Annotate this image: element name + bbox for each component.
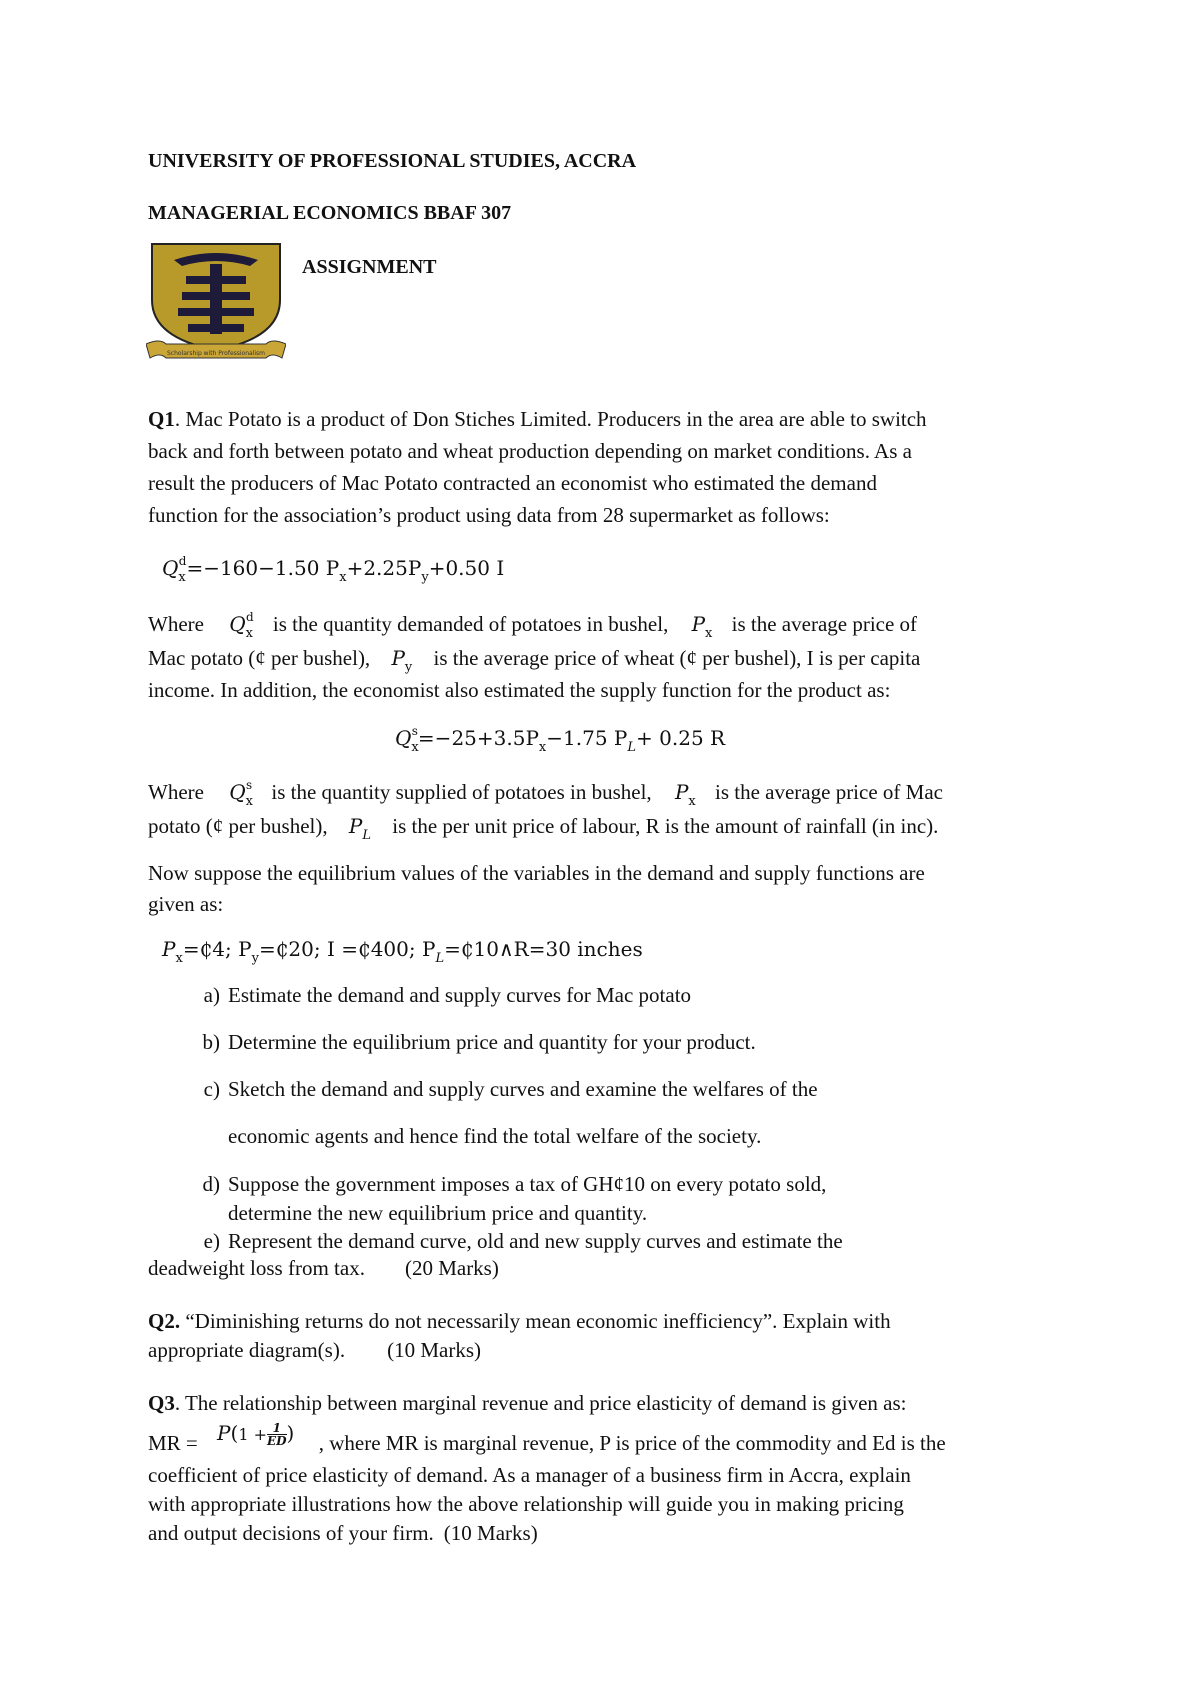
q1-label: Q1 [148,407,175,431]
supply-where-line-1: Where $Q_x^s$ is the quantity supplied of potatoes in bushel, $P_x$ is the average price of Mac [148,778,943,809]
q3-line-4: with appropriate illustrations how the above relationship will guide you in making pricing [148,1492,904,1516]
q3-marks: (10 Marks) [443,1521,538,1545]
document-type: ASSIGNMENT [302,256,437,278]
q1-intro-line-3: result the producers of Mac Potato contracted an economist who estimated the demand [148,471,877,495]
q1-item-d-cont: determine the new equilibrium price and quantity. [228,1201,648,1225]
supply-equation: $Q_x^s=-25+3.5P_x-1.75$ $P_L+ 0.25$ R [395,724,726,755]
q3-line-5: and output decisions of your firm. (10 Marks) [148,1521,538,1545]
q1-intro-line-4: function for the association’s product using data from 28 supermarket as follows: [148,503,830,527]
q1-intro-line-2: back and forth between potato and wheat production depending on market conditions. As a [148,439,912,463]
q2-line-1: Q2. “Diminishing returns do not necessarily mean economic inefficiency”. Explain with [148,1309,891,1333]
supply-where-line-2: potato (¢ per bushel), $P_L$ is the per unit price of labour, R is the amount of rainfall (in inc). [148,814,939,843]
university-title: UNIVERSITY OF PROFESSIONAL STUDIES, ACCRA [148,150,637,172]
course-title: MANAGERIAL ECONOMICS BBAF 307 [148,202,512,224]
q2-label: Q2. [148,1309,181,1333]
crest-motto: Scholarship with Professionalism [166,350,266,357]
q3-label: Q3 [148,1391,175,1415]
equilibrium-values-equation: $P_x=₵4$; $P_y=₵20$; I =₵400; $P_L=₵10\wedge R=30$ inches [162,937,643,966]
q1-last-line: deadweight loss from tax. (20 Marks) [148,1256,499,1280]
q3-line-2: MR = P(1 + $\frac{1}{ED}$ ) , where MR is marginal revenue, P is price of the commodity and Ed is the [148,1421,946,1455]
q2-line-2: appropriate diagram(s). (10 Marks) [148,1338,481,1362]
q2-marks: (10 Marks) [387,1338,481,1362]
q1-item-b: b) Determine the equilibrium price and quantity for your product. [202,1030,756,1054]
demand-where-line-3: income. In addition, the economist also estimated the supply function for the product as: [148,678,891,702]
q1-item-a: a) Estimate the demand and supply curves for Mac potato [203,983,692,1007]
university-crest-logo [146,240,286,368]
q1-item-c: c) Sketch the demand and supply curves and examine the welfares of the [203,1077,818,1101]
demand-where-line-2: Mac potato (¢ per bushel), $P_y$ is the average price of wheat (¢ per bushel), I is per capita [148,646,921,675]
q3-line-1: Q3. The relationship between marginal revenue and price elasticity of demand is given as: [148,1391,907,1415]
equilibrium-line-1: Now suppose the equilibrium values of the variables in the demand and supply functions are [148,861,925,885]
demand-equation: $Q_x^d=-160-1.50$ $P_x+2.25P_y+0.50$ I [162,554,505,585]
equilibrium-line-2: given as: [148,892,224,916]
q1-marks: (20 Marks) [404,1256,499,1280]
mr-formula: P(1 + $\frac{1}{ED}$ ) [217,1421,301,1448]
q1-item-d: d) Suppose the government imposes a tax of GH¢10 on every potato sold, [202,1172,827,1196]
q1-intro-line-1: Q1. Mac Potato is a product of Don Stiches Limited. Producers in the area are able to switch [148,407,927,431]
q1-item-c-cont: economic agents and hence find the total welfare of the society. [228,1124,762,1148]
q1-item-e: e) Represent the demand curve, old and new supply curves and estimate the [203,1229,843,1253]
q3-line-3: coefficient of price elasticity of demand. As a manager of a business firm in Accra, explain [148,1463,911,1487]
demand-where-line-1: Where $Q_x^d$ is the quantity demanded of potatoes in bushel, $P_x$ is the average price of [148,610,918,641]
